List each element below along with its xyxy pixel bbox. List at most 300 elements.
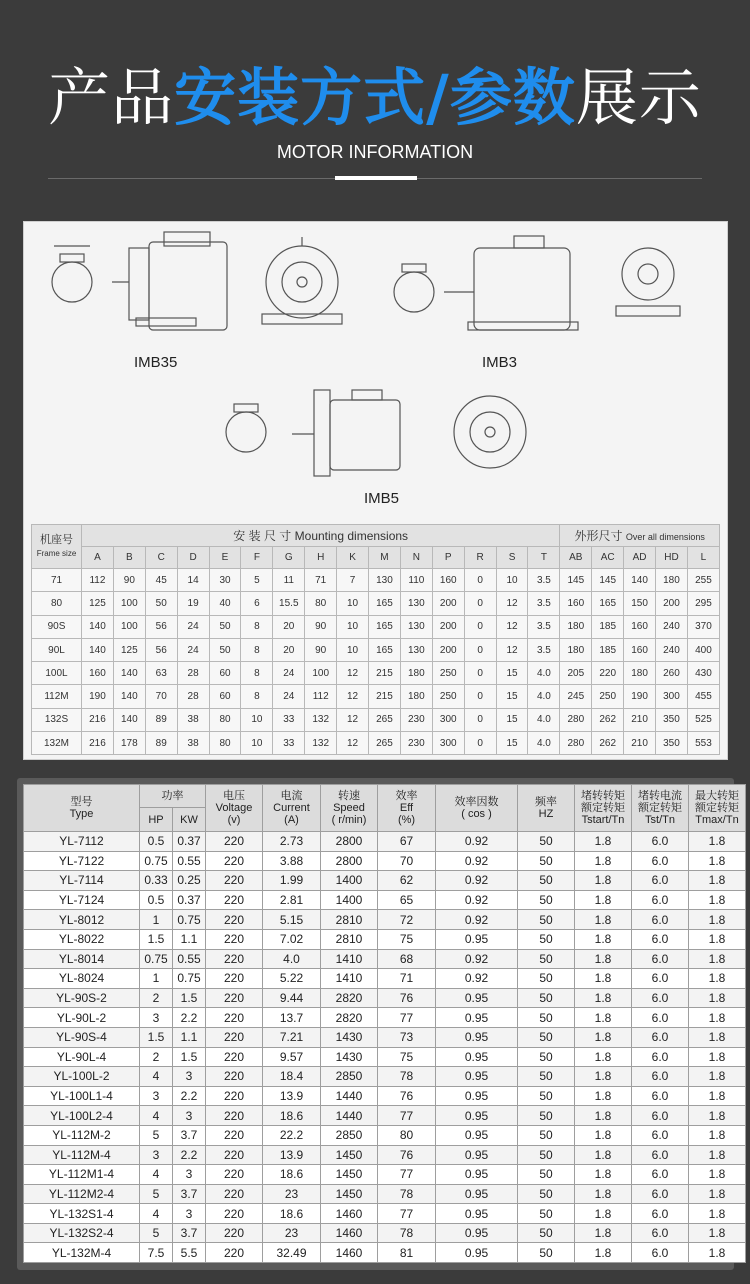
spec-cell: 75 — [378, 1047, 436, 1067]
dimensions-cell: 50 — [209, 638, 241, 661]
spec-cell: 3 — [140, 1145, 173, 1165]
dimensions-cell: 165 — [369, 638, 401, 661]
dimensions-cell: 370 — [687, 615, 719, 638]
dimensions-cell: 140 — [113, 662, 145, 685]
spec-cell: 6.0 — [632, 851, 689, 871]
dimensions-cell: 280 — [560, 708, 592, 731]
spec-row — [24, 1027, 746, 1047]
spec-cell: 5 — [140, 1223, 173, 1243]
dimensions-cell: 165 — [369, 592, 401, 615]
spec-cell: 7.02 — [263, 929, 321, 949]
spec-cell: 1.8 — [689, 949, 746, 969]
dimensions-cell: 262 — [592, 708, 624, 731]
dimensions-cell: 0 — [464, 615, 496, 638]
dimensions-cell: 38 — [177, 732, 209, 755]
spec-cell: 220 — [206, 832, 263, 852]
dimensions-cell: 265 — [369, 732, 401, 755]
type-header — [24, 785, 140, 832]
spec-cell: 1.8 — [689, 1223, 746, 1243]
spec-cell: 0.25 — [173, 871, 206, 891]
spec-cell: 0.33 — [140, 871, 173, 891]
spec-cell: 220 — [206, 988, 263, 1008]
spec-cell: 50 — [518, 1165, 575, 1185]
dimensions-cell: 210 — [624, 708, 656, 731]
spec-cell: 73 — [378, 1027, 436, 1047]
dim-column-header: P — [432, 547, 464, 569]
spec-cell: 1.8 — [689, 1027, 746, 1047]
dimensions-cell: 140 — [624, 569, 656, 592]
page-title — [0, 48, 750, 137]
dimensions-cell: 10 — [241, 732, 273, 755]
spec-cell: 50 — [518, 871, 575, 891]
spec-cell: 3.7 — [173, 1184, 206, 1204]
dimensions-cell: 24 — [177, 615, 209, 638]
mounting-header-cn: 安 装 尺 寸 — [233, 529, 292, 543]
dim-column-header: A — [82, 547, 114, 569]
current-header-cn: 电流 — [280, 790, 303, 802]
dimensions-cell: 3.5 — [528, 615, 560, 638]
spec-row — [24, 1106, 746, 1126]
spec-row — [24, 1086, 746, 1106]
spec-cell: 1.8 — [689, 1165, 746, 1185]
dim-column-header: S — [496, 547, 528, 569]
overall-header-cn: 外形尺寸 — [574, 529, 623, 543]
spec-cell: 50 — [518, 1027, 575, 1047]
spec-cell: 1 — [140, 910, 173, 930]
spec-cell: 1.8 — [575, 949, 632, 969]
dimensions-cell: 6 — [241, 592, 273, 615]
spec-cell: 76 — [378, 988, 436, 1008]
spec-cell: YL-112M-2 — [24, 1125, 140, 1145]
spec-cell: 1.8 — [689, 871, 746, 891]
ist-header-en: Tst/Tn — [645, 814, 675, 826]
dim-column-header: F — [241, 547, 273, 569]
spec-cell: 50 — [518, 851, 575, 871]
dimensions-cell: 350 — [656, 708, 688, 731]
dimensions-cell: 28 — [177, 685, 209, 708]
spec-cell: 1.8 — [689, 929, 746, 949]
spec-cell: 77 — [378, 1106, 436, 1126]
dimensions-cell: 0 — [464, 638, 496, 661]
page-header — [0, 0, 750, 215]
dimensions-cell: 145 — [560, 569, 592, 592]
overall-header-en: Over all dimensions — [625, 532, 705, 542]
starting-torque-header — [575, 785, 632, 832]
dimensions-cell: 60 — [209, 685, 241, 708]
dimensions-cell: 71 — [305, 569, 337, 592]
dimensions-cell: 7 — [337, 569, 369, 592]
spec-cell: 13.9 — [263, 1145, 321, 1165]
spec-cell: 0.5 — [140, 890, 173, 910]
dimensions-cell: 215 — [369, 685, 401, 708]
spec-cell: 1410 — [321, 949, 378, 969]
spec-cell: 6.0 — [632, 1047, 689, 1067]
dimensions-cell: 11 — [273, 569, 305, 592]
dimensions-cell: 190 — [82, 685, 114, 708]
dimensions-cell: 5 — [241, 569, 273, 592]
spec-cell: 1460 — [321, 1223, 378, 1243]
spec-cell: 50 — [518, 832, 575, 852]
spec-cell: 220 — [206, 1047, 263, 1067]
spec-cell: 6.0 — [632, 969, 689, 989]
pf-header-cn: 效率因数 — [454, 796, 499, 808]
voltage-header-unit: (v) — [227, 814, 241, 826]
dimensions-cell: 10 — [496, 569, 528, 592]
dimensions-cell: 12 — [496, 615, 528, 638]
spec-cell: 1.8 — [575, 1106, 632, 1126]
spec-cell: 2.2 — [173, 1145, 206, 1165]
dimensions-cell: 240 — [656, 615, 688, 638]
spec-cell: 0.95 — [436, 1204, 518, 1224]
dimensions-cell: 160 — [82, 662, 114, 685]
power-factor-header — [436, 785, 518, 832]
spec-cell: 0.95 — [436, 1125, 518, 1145]
dimensions-cell: 90 — [113, 569, 145, 592]
spec-cell: 1.8 — [575, 988, 632, 1008]
spec-cell: 0.95 — [436, 1008, 518, 1028]
spec-cell: YL-132M-4 — [24, 1243, 140, 1263]
header-divider-accent — [335, 176, 417, 180]
spec-cell: 62 — [378, 871, 436, 891]
spec-cell: 1.8 — [689, 1184, 746, 1204]
spec-row — [24, 1204, 746, 1224]
dimensions-cell: 90 — [305, 638, 337, 661]
dim-column-header: H — [305, 547, 337, 569]
spec-cell: 1430 — [321, 1047, 378, 1067]
spec-cell: YL-8022 — [24, 929, 140, 949]
dimensions-cell: 130 — [400, 615, 432, 638]
spec-cell: 1.8 — [689, 890, 746, 910]
spec-cell: 50 — [518, 1067, 575, 1087]
speed-header-en: Speed — [333, 802, 365, 814]
dimensions-cell: 250 — [432, 685, 464, 708]
dimensions-cell: 245 — [560, 685, 592, 708]
dimensions-cell: 0 — [464, 592, 496, 615]
dim-column-header: AB — [560, 547, 592, 569]
spec-cell: 0.92 — [436, 890, 518, 910]
dimensions-cell: 140 — [113, 708, 145, 731]
spec-cell: 0.75 — [173, 969, 206, 989]
spec-cell: 3 — [140, 1086, 173, 1106]
dimensions-cell: 89 — [145, 732, 177, 755]
dimensions-cell: 50 — [145, 592, 177, 615]
page-subtitle: MOTOR INFORMATION — [276, 142, 474, 162]
spec-cell: YL-100L-2 — [24, 1067, 140, 1087]
spec-cell: 0.37 — [173, 832, 206, 852]
spec-cell: YL-8012 — [24, 910, 140, 930]
dimensions-cell: 80 — [209, 708, 241, 731]
dimensions-cell: 15 — [496, 662, 528, 685]
spec-cell: 0.75 — [140, 851, 173, 871]
title-part1: 产品 — [48, 61, 175, 134]
dim-column-header: M — [369, 547, 401, 569]
spec-cell: 6.0 — [632, 1125, 689, 1145]
dim-column-header: HD — [656, 547, 688, 569]
spec-cell: 6.0 — [632, 1027, 689, 1047]
spec-cell: 6.0 — [632, 1008, 689, 1028]
dim-column-header: D — [177, 547, 209, 569]
dimensions-cell: 0 — [464, 732, 496, 755]
spec-cell: 50 — [518, 1184, 575, 1204]
spec-cell: 50 — [518, 929, 575, 949]
current-header-en: Current — [273, 802, 310, 814]
dimensions-cell: 140 — [82, 638, 114, 661]
spec-cell: 220 — [206, 1067, 263, 1087]
dimensions-cell: 265 — [369, 708, 401, 731]
spec-cell: 1.8 — [575, 1204, 632, 1224]
spec-cell: 50 — [518, 969, 575, 989]
spec-cell: 0.92 — [436, 969, 518, 989]
dimensions-cell: 4.0 — [528, 662, 560, 685]
dimensions-cell: 132 — [305, 732, 337, 755]
title-part2: 展示 — [575, 61, 702, 134]
spec-cell: 76 — [378, 1086, 436, 1106]
dimensions-cell: 24 — [273, 662, 305, 685]
dimensions-cell: 0 — [464, 662, 496, 685]
frame-size-header-cn: 机座号 — [40, 533, 73, 546]
dim-column-header: L — [687, 547, 719, 569]
max-torque-header — [689, 785, 746, 832]
spec-cell: 1460 — [321, 1243, 378, 1263]
spec-cell: 2.2 — [173, 1086, 206, 1106]
tst-header-en: Tstart/Tn — [581, 814, 625, 826]
spec-cell: 0.75 — [173, 910, 206, 930]
frame-size-header-en: Frame size — [36, 548, 77, 558]
spec-cell: 1.8 — [575, 832, 632, 852]
spec-cell: 18.4 — [263, 1067, 321, 1087]
spec-cell: 3 — [173, 1067, 206, 1087]
spec-cell: 2800 — [321, 832, 378, 852]
spec-cell: YL-112M1-4 — [24, 1165, 140, 1185]
dimensions-cell: 216 — [82, 732, 114, 755]
spec-cell: 220 — [206, 1008, 263, 1028]
spec-row — [24, 949, 746, 969]
spec-cell: 50 — [518, 1047, 575, 1067]
spec-cell: 50 — [518, 988, 575, 1008]
dimensions-cell: 80 — [209, 732, 241, 755]
eff-header-cn: 效率 — [395, 790, 418, 802]
dimensions-cell: 455 — [687, 685, 719, 708]
spec-cell: 1.8 — [575, 1067, 632, 1087]
dimensions-cell: 8 — [241, 638, 273, 661]
dimensions-cell: 4.0 — [528, 732, 560, 755]
spec-row — [24, 1145, 746, 1165]
spec-cell: 1.5 — [140, 1027, 173, 1047]
specs-panel — [17, 778, 739, 1270]
spec-row — [24, 871, 746, 891]
spec-cell: YL-8014 — [24, 949, 140, 969]
spec-cell: 1.8 — [575, 1008, 632, 1028]
spec-cell: 220 — [206, 949, 263, 969]
dimensions-cell: 150 — [624, 592, 656, 615]
spec-cell: 6.0 — [632, 1165, 689, 1185]
dimensions-cell: 180 — [624, 662, 656, 685]
spec-cell: 3.88 — [263, 851, 321, 871]
dimensions-row — [32, 592, 720, 615]
dimensions-cell: 140 — [82, 615, 114, 638]
spec-cell: 220 — [206, 929, 263, 949]
spec-cell: 1.5 — [140, 929, 173, 949]
dimensions-cell: 145 — [592, 569, 624, 592]
dim-column-header: K — [337, 547, 369, 569]
dimensions-cell: 165 — [592, 592, 624, 615]
spec-cell: YL-90L-2 — [24, 1008, 140, 1028]
spec-cell: YL-100L1-4 — [24, 1086, 140, 1106]
spec-cell: 6.0 — [632, 929, 689, 949]
dimensions-cell: 160 — [624, 615, 656, 638]
spec-cell: 0.55 — [173, 851, 206, 871]
spec-cell: 13.9 — [263, 1086, 321, 1106]
eff-header-en: Eff — [399, 802, 414, 814]
spec-cell: 50 — [518, 1243, 575, 1263]
spec-cell: 2850 — [321, 1067, 378, 1087]
spec-cell: 1.8 — [689, 910, 746, 930]
dimensions-cell: 300 — [432, 732, 464, 755]
dimensions-cell: 350 — [656, 732, 688, 755]
dimensions-cell: 240 — [656, 638, 688, 661]
dimensions-cell: 200 — [656, 592, 688, 615]
dimensions-cell: 90S — [32, 615, 82, 638]
spec-cell: YL-7114 — [24, 871, 140, 891]
dimensions-cell: 20 — [273, 615, 305, 638]
dimensions-cell: 190 — [624, 685, 656, 708]
spec-cell: 1.8 — [689, 1008, 746, 1028]
spec-cell: 1450 — [321, 1165, 378, 1185]
spec-cell: 1410 — [321, 969, 378, 989]
dimensions-cell: 30 — [209, 569, 241, 592]
dimensions-cell: 200 — [432, 615, 464, 638]
dim-column-header: N — [400, 547, 432, 569]
spec-cell: 9.44 — [263, 988, 321, 1008]
spec-cell: 6.0 — [632, 832, 689, 852]
dimensions-cell: 525 — [687, 708, 719, 731]
spec-cell: 0.95 — [436, 1067, 518, 1087]
spec-row — [24, 1067, 746, 1087]
dim-column-header: T — [528, 547, 560, 569]
spec-cell: 0.95 — [436, 1047, 518, 1067]
dimensions-cell: 178 — [113, 732, 145, 755]
diagram-label-imb35: IMB35 — [134, 354, 178, 371]
imb35-shaft-section — [52, 262, 92, 302]
spec-cell: 13.7 — [263, 1008, 321, 1028]
dimensions-cell: 165 — [369, 615, 401, 638]
diagram-label-imb3: IMB3 — [482, 354, 518, 371]
spec-cell: 1.8 — [575, 871, 632, 891]
spec-row — [24, 1184, 746, 1204]
spec-cell: 50 — [518, 1125, 575, 1145]
speed-header-cn: 转速 — [338, 790, 360, 802]
spec-cell: 1450 — [321, 1184, 378, 1204]
spec-cell: 5 — [140, 1184, 173, 1204]
spec-cell: 0.95 — [436, 1086, 518, 1106]
spec-row — [24, 1165, 746, 1185]
spec-cell: 0.95 — [436, 1184, 518, 1204]
spec-cell: YL-112M2-4 — [24, 1184, 140, 1204]
dimensions-cell: 255 — [687, 569, 719, 592]
spec-cell: 0.95 — [436, 1106, 518, 1126]
spec-cell: 0.92 — [436, 949, 518, 969]
spec-cell: 50 — [518, 910, 575, 930]
spec-cell: 1.1 — [173, 929, 206, 949]
spec-cell: YL-100L2-4 — [24, 1106, 140, 1126]
dimensions-cell: 220 — [592, 662, 624, 685]
dim-column-header: G — [273, 547, 305, 569]
dimensions-cell: 3.5 — [528, 592, 560, 615]
current-header — [263, 785, 321, 832]
spec-cell: 1.8 — [575, 929, 632, 949]
spec-cell: YL-112M-4 — [24, 1145, 140, 1165]
dimensions-cell: 160 — [432, 569, 464, 592]
spec-cell: 1.1 — [173, 1027, 206, 1047]
spec-cell: 6.0 — [632, 890, 689, 910]
spec-cell: 50 — [518, 1008, 575, 1028]
spec-cell: 4 — [140, 1106, 173, 1126]
dimensions-cell: 125 — [113, 638, 145, 661]
spec-cell: 5.5 — [173, 1243, 206, 1263]
spec-cell: 77 — [378, 1204, 436, 1224]
spec-cell: 1.8 — [575, 910, 632, 930]
spec-cell: 1.8 — [689, 1125, 746, 1145]
dimensions-row — [32, 569, 720, 592]
dimensions-cell: 250 — [592, 685, 624, 708]
dimensions-cell: 71 — [32, 569, 82, 592]
dimensions-cell: 20 — [273, 638, 305, 661]
dimensions-cell: 132 — [305, 708, 337, 731]
spec-cell: 0.95 — [436, 929, 518, 949]
spec-cell: 0.95 — [436, 1223, 518, 1243]
spec-cell: 0.95 — [436, 1165, 518, 1185]
spec-cell: 3 — [173, 1106, 206, 1126]
spec-row — [24, 1243, 746, 1263]
spec-cell: 0.95 — [436, 1027, 518, 1047]
dimensions-cell: 24 — [273, 685, 305, 708]
spec-cell: YL-90L-4 — [24, 1047, 140, 1067]
spec-cell: 1.8 — [575, 1243, 632, 1263]
spec-cell: 1.8 — [575, 969, 632, 989]
spec-cell: 4 — [140, 1204, 173, 1224]
dimensions-cell: 0 — [464, 685, 496, 708]
spec-cell: 3.7 — [173, 1125, 206, 1145]
dimensions-cell: 28 — [177, 662, 209, 685]
dimensions-cell: 89 — [145, 708, 177, 731]
dimensions-cell: 112 — [82, 569, 114, 592]
spec-cell: 6.0 — [632, 1243, 689, 1263]
spec-cell: YL-8024 — [24, 969, 140, 989]
eff-header-unit: (%) — [397, 814, 416, 826]
dimensions-cell: 130 — [400, 592, 432, 615]
spec-cell: 1.8 — [575, 851, 632, 871]
spec-cell: 18.6 — [263, 1165, 321, 1185]
spec-cell: 1.8 — [689, 1243, 746, 1263]
dim-column-header: R — [464, 547, 496, 569]
spec-cell: 1440 — [321, 1106, 378, 1126]
spec-cell: 1.8 — [575, 1223, 632, 1243]
spec-cell: 1.8 — [575, 1184, 632, 1204]
dim-column-header: E — [209, 547, 241, 569]
dimensions-cell: 205 — [560, 662, 592, 685]
dimensions-cell: 60 — [209, 662, 241, 685]
spec-cell: 1.8 — [689, 832, 746, 852]
speed-header — [321, 785, 378, 832]
spec-cell: 1.8 — [575, 890, 632, 910]
spec-cell: 32.49 — [263, 1243, 321, 1263]
dimensions-cell: 8 — [241, 662, 273, 685]
dimensions-cell: 3.5 — [528, 569, 560, 592]
spec-cell: 220 — [206, 1223, 263, 1243]
dimensions-cell: 14 — [177, 569, 209, 592]
dimensions-cell: 10 — [241, 708, 273, 731]
dimensions-cell: 50 — [209, 615, 241, 638]
